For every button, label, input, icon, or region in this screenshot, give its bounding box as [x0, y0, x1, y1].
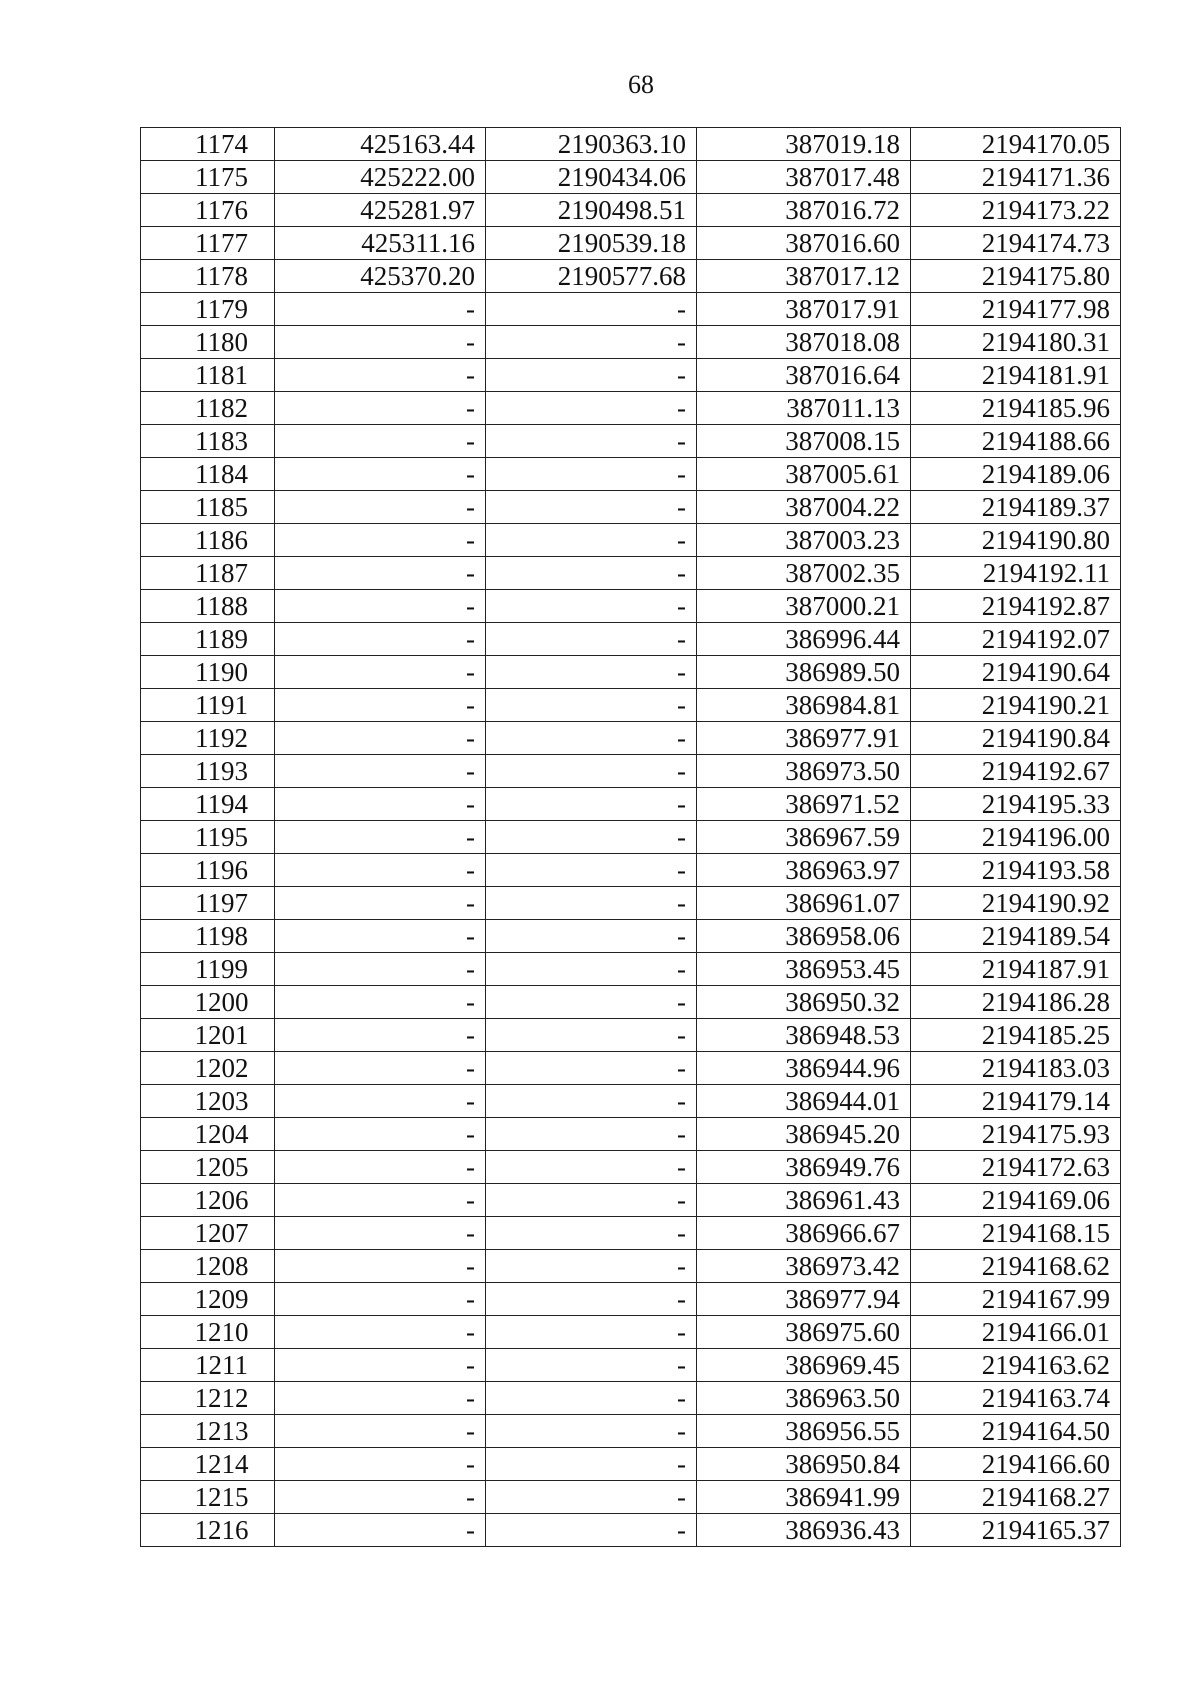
x1-cell: -: [275, 953, 486, 986]
y2-cell: 2194171.36: [911, 161, 1121, 194]
table-row: [141, 458, 1121, 491]
point-number-cell: 1186: [141, 524, 275, 557]
y1-cell: -: [486, 392, 697, 425]
y2-cell: 2194175.80: [911, 260, 1121, 293]
y1-cell: -: [486, 722, 697, 755]
table-row: [141, 557, 1121, 590]
x2-cell: 386963.50: [697, 1382, 911, 1415]
table-row: [141, 1382, 1121, 1415]
y2-cell: 2194185.25: [911, 1019, 1121, 1052]
x1-cell: -: [275, 1052, 486, 1085]
x1-cell: -: [275, 887, 486, 920]
point-number-cell: 1191: [141, 689, 275, 722]
table-row: [141, 1019, 1121, 1052]
x1-cell: -: [275, 1118, 486, 1151]
table-row: [141, 1415, 1121, 1448]
point-number-cell: 1190: [141, 656, 275, 689]
y2-cell: 2194186.28: [911, 986, 1121, 1019]
x1-cell: -: [275, 392, 486, 425]
point-number-cell: 1213: [141, 1415, 275, 1448]
x1-cell: -: [275, 854, 486, 887]
x1-cell: -: [275, 1382, 486, 1415]
x1-cell: -: [275, 590, 486, 623]
x1-cell: 425163.44: [275, 128, 486, 161]
y1-cell: -: [486, 293, 697, 326]
table-row: [141, 260, 1121, 293]
table-row: [141, 491, 1121, 524]
table-row: [141, 1217, 1121, 1250]
point-number-cell: 1189: [141, 623, 275, 656]
point-number-cell: 1192: [141, 722, 275, 755]
x1-cell: -: [275, 524, 486, 557]
x1-cell: 425311.16: [275, 227, 486, 260]
point-number-cell: 1180: [141, 326, 275, 359]
x2-cell: 386944.96: [697, 1052, 911, 1085]
x2-cell: 386961.07: [697, 887, 911, 920]
x2-cell: 386977.91: [697, 722, 911, 755]
x1-cell: -: [275, 491, 486, 524]
table-row: [141, 854, 1121, 887]
x2-cell: 386958.06: [697, 920, 911, 953]
x2-cell: 386984.81: [697, 689, 911, 722]
y2-cell: 2194192.07: [911, 623, 1121, 656]
y1-cell: -: [486, 1283, 697, 1316]
y1-cell: -: [486, 326, 697, 359]
y1-cell: -: [486, 425, 697, 458]
y1-cell: -: [486, 359, 697, 392]
coordinates-table: [140, 127, 1121, 1547]
point-number-cell: 1206: [141, 1184, 275, 1217]
table-row: [141, 821, 1121, 854]
x2-cell: 387017.91: [697, 293, 911, 326]
y2-cell: 2194190.21: [911, 689, 1121, 722]
y1-cell: -: [486, 920, 697, 953]
table-row: [141, 1250, 1121, 1283]
x2-cell: 386956.55: [697, 1415, 911, 1448]
table-row: [141, 1349, 1121, 1382]
x2-cell: 387008.15: [697, 425, 911, 458]
x1-cell: 425222.00: [275, 161, 486, 194]
table-row: [141, 194, 1121, 227]
x1-cell: 425281.97: [275, 194, 486, 227]
point-number-cell: 1212: [141, 1382, 275, 1415]
x2-cell: 386966.67: [697, 1217, 911, 1250]
y2-cell: 2194180.31: [911, 326, 1121, 359]
point-number-cell: 1203: [141, 1085, 275, 1118]
y2-cell: 2194168.27: [911, 1481, 1121, 1514]
point-number-cell: 1208: [141, 1250, 275, 1283]
y1-cell: -: [486, 1118, 697, 1151]
table-row: [141, 1448, 1121, 1481]
y1-cell: -: [486, 1415, 697, 1448]
y2-cell: 2194170.05: [911, 128, 1121, 161]
x2-cell: 386975.60: [697, 1316, 911, 1349]
y2-cell: 2194177.98: [911, 293, 1121, 326]
x2-cell: 386989.50: [697, 656, 911, 689]
x2-cell: 386973.50: [697, 755, 911, 788]
x2-cell: 387005.61: [697, 458, 911, 491]
table-row: [141, 755, 1121, 788]
y2-cell: 2194166.01: [911, 1316, 1121, 1349]
point-number-cell: 1196: [141, 854, 275, 887]
y2-cell: 2194195.33: [911, 788, 1121, 821]
x1-cell: -: [275, 623, 486, 656]
table-row: [141, 689, 1121, 722]
x2-cell: 386944.01: [697, 1085, 911, 1118]
y1-cell: -: [486, 1448, 697, 1481]
x1-cell: -: [275, 1448, 486, 1481]
x1-cell: -: [275, 1316, 486, 1349]
y2-cell: 2194189.06: [911, 458, 1121, 491]
y1-cell: -: [486, 1316, 697, 1349]
y2-cell: 2194166.60: [911, 1448, 1121, 1481]
y1-cell: -: [486, 1217, 697, 1250]
y2-cell: 2194163.74: [911, 1382, 1121, 1415]
y2-cell: 2194192.87: [911, 590, 1121, 623]
x1-cell: -: [275, 326, 486, 359]
y1-cell: -: [486, 1514, 697, 1547]
x2-cell: 386953.45: [697, 953, 911, 986]
y1-cell: 2190363.10: [486, 128, 697, 161]
point-number-cell: 1179: [141, 293, 275, 326]
y1-cell: -: [486, 1085, 697, 1118]
table-row: [141, 128, 1121, 161]
y2-cell: 2194192.67: [911, 755, 1121, 788]
point-number-cell: 1177: [141, 227, 275, 260]
point-number-cell: 1183: [141, 425, 275, 458]
table-row: [141, 1052, 1121, 1085]
y1-cell: -: [486, 623, 697, 656]
y1-cell: -: [486, 1250, 697, 1283]
y1-cell: -: [486, 491, 697, 524]
y1-cell: -: [486, 1019, 697, 1052]
table-row: [141, 293, 1121, 326]
table-row: [141, 1151, 1121, 1184]
point-number-cell: 1216: [141, 1514, 275, 1547]
table-row: [141, 359, 1121, 392]
x2-cell: 386967.59: [697, 821, 911, 854]
table-row: [141, 392, 1121, 425]
x2-cell: 387016.60: [697, 227, 911, 260]
y2-cell: 2194172.63: [911, 1151, 1121, 1184]
y2-cell: 2194163.62: [911, 1349, 1121, 1382]
x2-cell: 386950.84: [697, 1448, 911, 1481]
table-row: [141, 1283, 1121, 1316]
table-row: [141, 1316, 1121, 1349]
y2-cell: 2194169.06: [911, 1184, 1121, 1217]
x2-cell: 386945.20: [697, 1118, 911, 1151]
y2-cell: 2194190.64: [911, 656, 1121, 689]
point-number-cell: 1188: [141, 590, 275, 623]
y1-cell: -: [486, 821, 697, 854]
point-number-cell: 1194: [141, 788, 275, 821]
x2-cell: 386948.53: [697, 1019, 911, 1052]
y2-cell: 2194189.37: [911, 491, 1121, 524]
y1-cell: 2190434.06: [486, 161, 697, 194]
x1-cell: -: [275, 1283, 486, 1316]
table-row: [141, 1184, 1121, 1217]
x1-cell: -: [275, 557, 486, 590]
y2-cell: 2194165.37: [911, 1514, 1121, 1547]
y1-cell: -: [486, 986, 697, 1019]
table-row: [141, 920, 1121, 953]
y2-cell: 2194190.80: [911, 524, 1121, 557]
point-number-cell: 1185: [141, 491, 275, 524]
y1-cell: -: [486, 1349, 697, 1382]
x2-cell: 386969.45: [697, 1349, 911, 1382]
y2-cell: 2194179.14: [911, 1085, 1121, 1118]
point-number-cell: 1202: [141, 1052, 275, 1085]
y1-cell: 2190539.18: [486, 227, 697, 260]
y2-cell: 2194193.58: [911, 854, 1121, 887]
x1-cell: -: [275, 293, 486, 326]
point-number-cell: 1195: [141, 821, 275, 854]
table-row: [141, 953, 1121, 986]
x2-cell: 387000.21: [697, 590, 911, 623]
point-number-cell: 1211: [141, 1349, 275, 1382]
x1-cell: -: [275, 1151, 486, 1184]
table-row: [141, 326, 1121, 359]
x2-cell: 387002.35: [697, 557, 911, 590]
table-row: [141, 425, 1121, 458]
x1-cell: -: [275, 1184, 486, 1217]
y2-cell: 2194196.00: [911, 821, 1121, 854]
y2-cell: 2194167.99: [911, 1283, 1121, 1316]
x1-cell: -: [275, 1019, 486, 1052]
y1-cell: 2190498.51: [486, 194, 697, 227]
x2-cell: 387016.72: [697, 194, 911, 227]
x1-cell: -: [275, 1085, 486, 1118]
point-number-cell: 1215: [141, 1481, 275, 1514]
x1-cell: -: [275, 920, 486, 953]
y2-cell: 2194192.11: [911, 557, 1121, 590]
x1-cell: -: [275, 986, 486, 1019]
x2-cell: 387016.64: [697, 359, 911, 392]
table-row: [141, 623, 1121, 656]
x1-cell: -: [275, 755, 486, 788]
y1-cell: -: [486, 1184, 697, 1217]
y1-cell: 2190577.68: [486, 260, 697, 293]
y2-cell: 2194188.66: [911, 425, 1121, 458]
x1-cell: -: [275, 689, 486, 722]
point-number-cell: 1201: [141, 1019, 275, 1052]
x2-cell: 386996.44: [697, 623, 911, 656]
y1-cell: -: [486, 854, 697, 887]
point-number-cell: 1199: [141, 953, 275, 986]
x2-cell: 386936.43: [697, 1514, 911, 1547]
y2-cell: 2194187.91: [911, 953, 1121, 986]
table-row: [141, 887, 1121, 920]
x2-cell: 386949.76: [697, 1151, 911, 1184]
y1-cell: -: [486, 755, 697, 788]
x1-cell: -: [275, 821, 486, 854]
y1-cell: -: [486, 887, 697, 920]
x1-cell: 425370.20: [275, 260, 486, 293]
y2-cell: 2194168.15: [911, 1217, 1121, 1250]
y2-cell: 2194173.22: [911, 194, 1121, 227]
x1-cell: -: [275, 1250, 486, 1283]
y1-cell: -: [486, 689, 697, 722]
y1-cell: -: [486, 788, 697, 821]
x2-cell: 386961.43: [697, 1184, 911, 1217]
table-row: [141, 1118, 1121, 1151]
table-row: [141, 1085, 1121, 1118]
x1-cell: -: [275, 656, 486, 689]
x1-cell: -: [275, 425, 486, 458]
page-number: 68: [628, 70, 654, 99]
point-number-cell: 1182: [141, 392, 275, 425]
y1-cell: -: [486, 557, 697, 590]
y2-cell: 2194181.91: [911, 359, 1121, 392]
x2-cell: 386973.42: [697, 1250, 911, 1283]
x1-cell: -: [275, 1217, 486, 1250]
y2-cell: 2194189.54: [911, 920, 1121, 953]
y1-cell: -: [486, 1151, 697, 1184]
y1-cell: -: [486, 1052, 697, 1085]
point-number-cell: 1187: [141, 557, 275, 590]
x2-cell: 387017.12: [697, 260, 911, 293]
y1-cell: -: [486, 524, 697, 557]
point-number-cell: 1207: [141, 1217, 275, 1250]
point-number-cell: 1175: [141, 161, 275, 194]
x1-cell: -: [275, 458, 486, 491]
point-number-cell: 1200: [141, 986, 275, 1019]
x2-cell: 387018.08: [697, 326, 911, 359]
table-row: [141, 656, 1121, 689]
y2-cell: 2194175.93: [911, 1118, 1121, 1151]
table-row: [141, 722, 1121, 755]
y1-cell: -: [486, 953, 697, 986]
point-number-cell: 1193: [141, 755, 275, 788]
point-number-cell: 1184: [141, 458, 275, 491]
y2-cell: 2194174.73: [911, 227, 1121, 260]
x1-cell: -: [275, 359, 486, 392]
x1-cell: -: [275, 1349, 486, 1382]
point-number-cell: 1197: [141, 887, 275, 920]
table-row: [141, 161, 1121, 194]
table-row: [141, 590, 1121, 623]
x1-cell: -: [275, 1415, 486, 1448]
table-row: [141, 1514, 1121, 1547]
y1-cell: -: [486, 590, 697, 623]
y2-cell: 2194164.50: [911, 1415, 1121, 1448]
x2-cell: 386963.97: [697, 854, 911, 887]
point-number-cell: 1181: [141, 359, 275, 392]
point-number-cell: 1178: [141, 260, 275, 293]
y1-cell: -: [486, 458, 697, 491]
table-row: [141, 788, 1121, 821]
point-number-cell: 1210: [141, 1316, 275, 1349]
x2-cell: 386971.52: [697, 788, 911, 821]
x1-cell: -: [275, 1514, 486, 1547]
x2-cell: 386977.94: [697, 1283, 911, 1316]
table-row: [141, 986, 1121, 1019]
y2-cell: 2194183.03: [911, 1052, 1121, 1085]
x2-cell: 386941.99: [697, 1481, 911, 1514]
x2-cell: 387019.18: [697, 128, 911, 161]
point-number-cell: 1214: [141, 1448, 275, 1481]
x2-cell: 387011.13: [697, 392, 911, 425]
table-row: [141, 524, 1121, 557]
table-row: [141, 227, 1121, 260]
x1-cell: -: [275, 788, 486, 821]
y1-cell: -: [486, 1481, 697, 1514]
x2-cell: 387004.22: [697, 491, 911, 524]
x2-cell: 387017.48: [697, 161, 911, 194]
point-number-cell: 1198: [141, 920, 275, 953]
y2-cell: 2194168.62: [911, 1250, 1121, 1283]
table-row: [141, 1481, 1121, 1514]
y2-cell: 2194190.92: [911, 887, 1121, 920]
x1-cell: -: [275, 722, 486, 755]
point-number-cell: 1209: [141, 1283, 275, 1316]
y1-cell: -: [486, 656, 697, 689]
coordinates-table-body: [141, 128, 1121, 1547]
y2-cell: 2194190.84: [911, 722, 1121, 755]
x1-cell: -: [275, 1481, 486, 1514]
point-number-cell: 1205: [141, 1151, 275, 1184]
y1-cell: -: [486, 1382, 697, 1415]
y2-cell: 2194185.96: [911, 392, 1121, 425]
point-number-cell: 1176: [141, 194, 275, 227]
x2-cell: 386950.32: [697, 986, 911, 1019]
point-number-cell: 1174: [141, 128, 275, 161]
point-number-cell: 1204: [141, 1118, 275, 1151]
x2-cell: 387003.23: [697, 524, 911, 557]
